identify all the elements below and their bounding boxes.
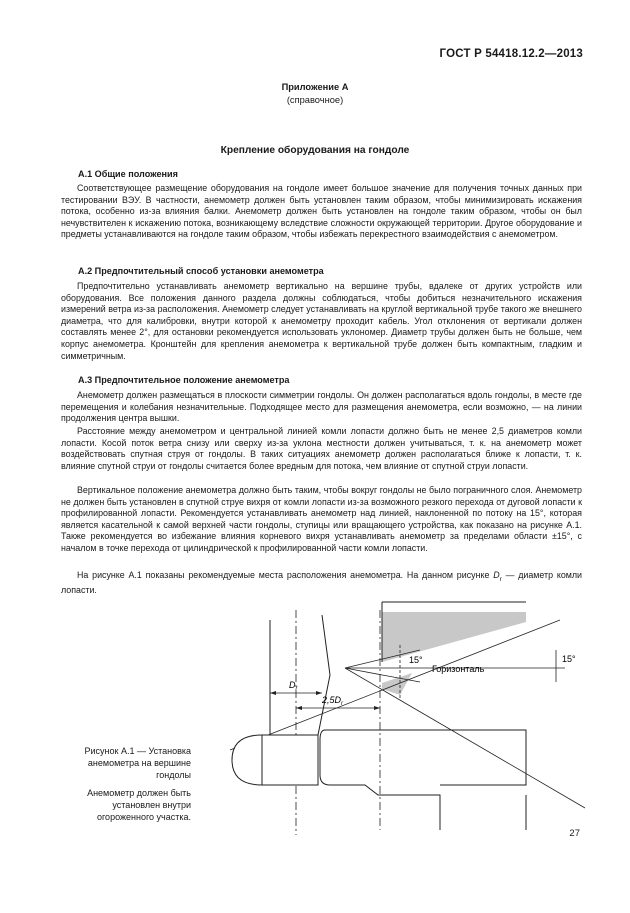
paragraph: Расстояние между анемометром и центральной линией комли лопасти должно быть не менее 2,5 диаметров комли лопасти. Косой поток ветра снизу или сверху из-за уклона местности должен учитываться, т. к. на анемометр может воздействовать спутная струя от гондолы. В таких ситуациях анемометр должен располагаться ближе к лопасти, т. к. влияние спутной струи от гондолы считается более вредным для потока, чем влияние от спутной струи лопасти. xyxy=(61,426,582,471)
appendix-title: Приложение А xyxy=(281,82,349,92)
blade-edge-right xyxy=(318,615,330,735)
arrowhead xyxy=(296,706,302,710)
hub-spinner xyxy=(232,735,318,785)
paragraph: Вертикальное положение анемометра должно быть таким, чтобы вокруг гондолы не было пограничного слоя. Анемометр не должен быть установлен в спутной струе вихря от комли лопасти из-за возможного резкого перехода от дуговой лопасти к профилированной лопасти. Рекомендуется устанавливать анемометр над линией, наклоненной по потоку на 15°, которая является касательной к самой верхней части гондолы, ступицы или вращающего устройства, как показано на рисунке А.1. Также рекомендуется во избежание влияния корневого вихря устанавливать анемометр за пределами области ±15°, с началом в точке перехода от цилиндрической к профилированной части комли лопасти. xyxy=(61,485,582,553)
paragraph: Соответствующее размещение оборудования на гондоле имеет большое значение для получения точных данных при тестировании ВЭУ. В частности, анемометр должен быть установлен таким образом, чтобы минимизировать искажения потока, особенно из-за влияния балки. Анемометр должен быть установлен на гондоле таким образом, чтобы он был нечувствителен к искажению потока, возникающему вследствие сложности окружающей территории. Другое оборудование и предметы устанавливаются на гондоле таким образом, чтобы избежать перекрестного взаимодействия с анемометром. xyxy=(61,183,582,240)
arrowhead xyxy=(374,706,380,710)
2-5dr-label: $2,5D_r$ xyxy=(322,695,344,707)
shaded-zone-upper xyxy=(382,612,526,662)
angle-label-right: 15° xyxy=(562,654,576,664)
section-heading-a2: А.2 Предпочтительный способ установки анемометра xyxy=(78,266,324,276)
figure-note: Анемометр должен быть установлен внутри огороженного участка. xyxy=(87,788,191,823)
dr-label: $D_r$ xyxy=(289,680,298,692)
nacelle-body xyxy=(320,730,526,830)
tangent-line-lower xyxy=(345,668,585,808)
page-number: 27 xyxy=(569,828,580,839)
paragraph: Анемометр должен размещаться в плоскости симметрии гондолы. Он должен располагаться вдоль гондолы, в месте где перемещения и колебания незначительные. Подходящее место для размещения анемометра, если возможно, — на линии продолжения центра вышки. xyxy=(61,390,582,424)
section-heading-a3: А.3 Предпочтительное положение анемометра xyxy=(78,375,290,385)
section-heading-a1: А.1 Общие положения xyxy=(78,169,178,179)
angle-label-left: 15° xyxy=(409,655,423,665)
figure-caption: Рисунок А.1 — Установка анемометра на вершине гондолы xyxy=(84,746,191,781)
arrowhead xyxy=(270,691,276,695)
paragraph: Предпочтительно устанавливать анемометр вертикально на вершине трубы, вдалеке от других устройств или оборудования. Все положения данного раздела должны соблюдаться, чтобы добиться незначительного искажения измерений ветра из-за расположения. Анемометр следует устанавливать на круглой вертикальной трубе такого же внешнего диаметра, что для калибровки, внутри которой к анемометру проходит кабель. Угол отклонения от вертикали должен составлять менее 2°, для остановки рекомендуется использовать уклономер. Диаметр трубы должен быть не больше, чем корпус анемометра. Кронштейн для крепления анемометра к вертикальной трубе должен быть компактным, гладким и симметричным. xyxy=(61,281,582,361)
appendix-subtitle: (справочное) xyxy=(286,95,344,105)
standard-designation: ГОСТ Р 54418.12.2—2013 xyxy=(439,48,583,60)
horizontal-label: Горизонталь xyxy=(432,664,485,674)
figure-reference-paragraph: На рисунке А.1 показаны рекомендуемые места расположения анемометра. На данном рисунке $D_r$ — диаметр комли лопасти. xyxy=(61,570,582,596)
main-title: Крепление оборудования на гондоле xyxy=(220,145,410,156)
nacelle-top xyxy=(325,730,526,785)
